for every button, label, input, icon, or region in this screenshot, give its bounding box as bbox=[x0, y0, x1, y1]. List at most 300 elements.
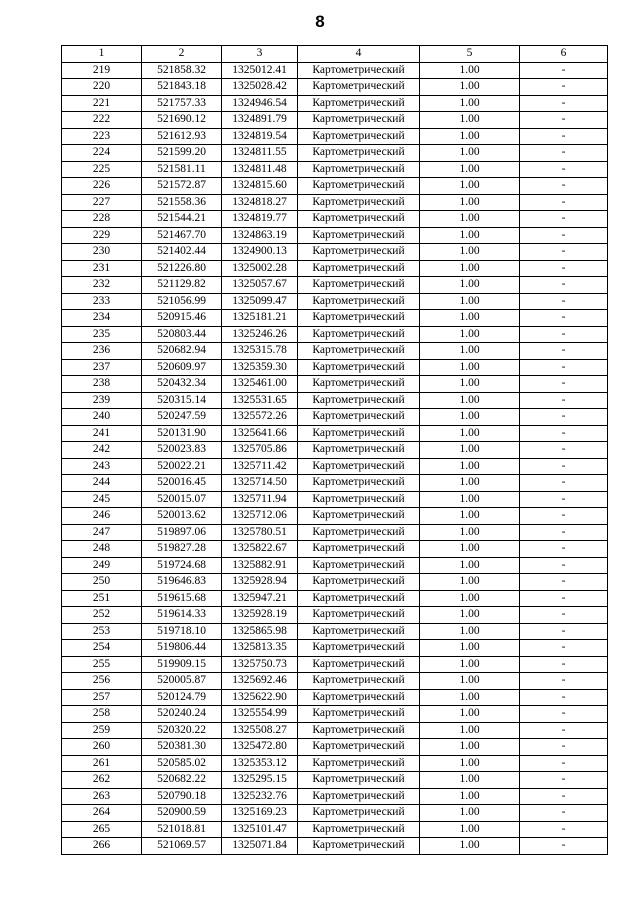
x-coordinate-cell: 520022.21 bbox=[142, 458, 222, 475]
method-cell: Картометрический bbox=[298, 805, 420, 822]
accuracy-cell: 1.00 bbox=[420, 227, 520, 244]
point-number-cell: 241 bbox=[62, 425, 142, 442]
note-cell: - bbox=[520, 755, 608, 772]
y-coordinate-cell: 1325705.86 bbox=[222, 442, 298, 459]
table-row bbox=[62, 574, 608, 591]
note-cell: - bbox=[520, 541, 608, 558]
note-cell: - bbox=[520, 838, 608, 855]
accuracy-cell: 1.00 bbox=[420, 673, 520, 690]
point-number-cell: 222 bbox=[62, 112, 142, 129]
column-header: 5 bbox=[420, 46, 520, 63]
accuracy-cell: 1.00 bbox=[420, 178, 520, 195]
point-number-cell: 252 bbox=[62, 607, 142, 624]
method-cell: Картометрический bbox=[298, 656, 420, 673]
note-cell: - bbox=[520, 277, 608, 294]
y-coordinate-cell: 1325099.47 bbox=[222, 293, 298, 310]
accuracy-cell: 1.00 bbox=[420, 161, 520, 178]
table-row bbox=[62, 95, 608, 112]
y-coordinate-cell: 1325181.21 bbox=[222, 310, 298, 327]
method-cell: Картометрический bbox=[298, 673, 420, 690]
x-coordinate-cell: 521843.18 bbox=[142, 79, 222, 96]
point-number-cell: 260 bbox=[62, 739, 142, 756]
note-cell: - bbox=[520, 491, 608, 508]
point-number-cell: 231 bbox=[62, 260, 142, 277]
y-coordinate-cell: 1325057.67 bbox=[222, 277, 298, 294]
point-number-cell: 262 bbox=[62, 772, 142, 789]
x-coordinate-cell: 521069.57 bbox=[142, 838, 222, 855]
method-cell: Картометрический bbox=[298, 145, 420, 162]
point-number-cell: 266 bbox=[62, 838, 142, 855]
y-coordinate-cell: 1325712.06 bbox=[222, 508, 298, 525]
note-cell: - bbox=[520, 145, 608, 162]
note-cell: - bbox=[520, 211, 608, 228]
y-coordinate-cell: 1324815.60 bbox=[222, 178, 298, 195]
method-cell: Картометрический bbox=[298, 458, 420, 475]
method-cell: Картометрический bbox=[298, 475, 420, 492]
accuracy-cell: 1.00 bbox=[420, 112, 520, 129]
accuracy-cell: 1.00 bbox=[420, 244, 520, 261]
accuracy-cell: 1.00 bbox=[420, 838, 520, 855]
table-row bbox=[62, 739, 608, 756]
y-coordinate-cell: 1325531.65 bbox=[222, 392, 298, 409]
y-coordinate-cell: 1325012.41 bbox=[222, 62, 298, 79]
accuracy-cell: 1.00 bbox=[420, 739, 520, 756]
table-row bbox=[62, 244, 608, 261]
column-header: 3 bbox=[222, 46, 298, 63]
x-coordinate-cell: 520803.44 bbox=[142, 326, 222, 343]
y-coordinate-cell: 1325071.84 bbox=[222, 838, 298, 855]
method-cell: Картометрический bbox=[298, 376, 420, 393]
x-coordinate-cell: 520915.46 bbox=[142, 310, 222, 327]
x-coordinate-cell: 521402.44 bbox=[142, 244, 222, 261]
method-cell: Картометрический bbox=[298, 161, 420, 178]
method-cell: Картометрический bbox=[298, 425, 420, 442]
table-row bbox=[62, 623, 608, 640]
accuracy-cell: 1.00 bbox=[420, 79, 520, 96]
note-cell: - bbox=[520, 524, 608, 541]
coordinates-table bbox=[61, 45, 608, 855]
method-cell: Картометрический bbox=[298, 128, 420, 145]
y-coordinate-cell: 1325472.80 bbox=[222, 739, 298, 756]
table-row bbox=[62, 392, 608, 409]
point-number-cell: 250 bbox=[62, 574, 142, 591]
note-cell: - bbox=[520, 689, 608, 706]
point-number-cell: 265 bbox=[62, 821, 142, 838]
point-number-cell: 258 bbox=[62, 706, 142, 723]
accuracy-cell: 1.00 bbox=[420, 755, 520, 772]
x-coordinate-cell: 519614.33 bbox=[142, 607, 222, 624]
x-coordinate-cell: 521581.11 bbox=[142, 161, 222, 178]
note-cell: - bbox=[520, 656, 608, 673]
accuracy-cell: 1.00 bbox=[420, 442, 520, 459]
accuracy-cell: 1.00 bbox=[420, 772, 520, 789]
note-cell: - bbox=[520, 590, 608, 607]
method-cell: Картометрический bbox=[298, 706, 420, 723]
note-cell: - bbox=[520, 607, 608, 624]
note-cell: - bbox=[520, 739, 608, 756]
accuracy-cell: 1.00 bbox=[420, 722, 520, 739]
x-coordinate-cell: 521467.70 bbox=[142, 227, 222, 244]
y-coordinate-cell: 1325508.27 bbox=[222, 722, 298, 739]
point-number-cell: 227 bbox=[62, 194, 142, 211]
point-number-cell: 228 bbox=[62, 211, 142, 228]
note-cell: - bbox=[520, 79, 608, 96]
method-cell: Картометрический bbox=[298, 623, 420, 640]
table-row bbox=[62, 425, 608, 442]
x-coordinate-cell: 521558.36 bbox=[142, 194, 222, 211]
table-row bbox=[62, 260, 608, 277]
note-cell: - bbox=[520, 293, 608, 310]
accuracy-cell: 1.00 bbox=[420, 128, 520, 145]
point-number-cell: 240 bbox=[62, 409, 142, 426]
point-number-cell: 251 bbox=[62, 590, 142, 607]
table-row bbox=[62, 145, 608, 162]
point-number-cell: 219 bbox=[62, 62, 142, 79]
accuracy-cell: 1.00 bbox=[420, 623, 520, 640]
point-number-cell: 224 bbox=[62, 145, 142, 162]
point-number-cell: 223 bbox=[62, 128, 142, 145]
table-row bbox=[62, 838, 608, 855]
y-coordinate-cell: 1325947.21 bbox=[222, 590, 298, 607]
table-row bbox=[62, 194, 608, 211]
x-coordinate-cell: 521599.20 bbox=[142, 145, 222, 162]
table-body bbox=[62, 62, 608, 854]
y-coordinate-cell: 1325641.66 bbox=[222, 425, 298, 442]
point-number-cell: 244 bbox=[62, 475, 142, 492]
note-cell: - bbox=[520, 359, 608, 376]
x-coordinate-cell: 521544.21 bbox=[142, 211, 222, 228]
method-cell: Картометрический bbox=[298, 277, 420, 294]
method-cell: Картометрический bbox=[298, 62, 420, 79]
x-coordinate-cell: 520124.79 bbox=[142, 689, 222, 706]
point-number-cell: 249 bbox=[62, 557, 142, 574]
accuracy-cell: 1.00 bbox=[420, 194, 520, 211]
point-number-cell: 230 bbox=[62, 244, 142, 261]
method-cell: Картометрический bbox=[298, 343, 420, 360]
method-cell: Картометрический bbox=[298, 541, 420, 558]
method-cell: Картометрический bbox=[298, 574, 420, 591]
y-coordinate-cell: 1325572.26 bbox=[222, 409, 298, 426]
accuracy-cell: 1.00 bbox=[420, 508, 520, 525]
note-cell: - bbox=[520, 623, 608, 640]
point-number-cell: 234 bbox=[62, 310, 142, 327]
accuracy-cell: 1.00 bbox=[420, 706, 520, 723]
note-cell: - bbox=[520, 458, 608, 475]
accuracy-cell: 1.00 bbox=[420, 343, 520, 360]
x-coordinate-cell: 520240.24 bbox=[142, 706, 222, 723]
y-coordinate-cell: 1325554.99 bbox=[222, 706, 298, 723]
accuracy-cell: 1.00 bbox=[420, 607, 520, 624]
accuracy-cell: 1.00 bbox=[420, 574, 520, 591]
point-number-cell: 246 bbox=[62, 508, 142, 525]
point-number-cell: 253 bbox=[62, 623, 142, 640]
note-cell: - bbox=[520, 706, 608, 723]
x-coordinate-cell: 520900.59 bbox=[142, 805, 222, 822]
note-cell: - bbox=[520, 409, 608, 426]
y-coordinate-cell: 1325822.67 bbox=[222, 541, 298, 558]
note-cell: - bbox=[520, 821, 608, 838]
point-number-cell: 239 bbox=[62, 392, 142, 409]
table-row bbox=[62, 112, 608, 129]
note-cell: - bbox=[520, 194, 608, 211]
table-row bbox=[62, 706, 608, 723]
x-coordinate-cell: 521757.33 bbox=[142, 95, 222, 112]
method-cell: Картометрический bbox=[298, 392, 420, 409]
accuracy-cell: 1.00 bbox=[420, 392, 520, 409]
x-coordinate-cell: 521690.12 bbox=[142, 112, 222, 129]
x-coordinate-cell: 521858.32 bbox=[142, 62, 222, 79]
x-coordinate-cell: 519897.06 bbox=[142, 524, 222, 541]
method-cell: Картометрический bbox=[298, 640, 420, 657]
y-coordinate-cell: 1325295.15 bbox=[222, 772, 298, 789]
method-cell: Картометрический bbox=[298, 359, 420, 376]
table-row bbox=[62, 227, 608, 244]
note-cell: - bbox=[520, 574, 608, 591]
y-coordinate-cell: 1325246.26 bbox=[222, 326, 298, 343]
table-row bbox=[62, 557, 608, 574]
method-cell: Картометрический bbox=[298, 838, 420, 855]
note-cell: - bbox=[520, 260, 608, 277]
x-coordinate-cell: 521612.93 bbox=[142, 128, 222, 145]
table-row bbox=[62, 458, 608, 475]
column-header: 6 bbox=[520, 46, 608, 63]
y-coordinate-cell: 1325711.42 bbox=[222, 458, 298, 475]
point-number-cell: 254 bbox=[62, 640, 142, 657]
accuracy-cell: 1.00 bbox=[420, 211, 520, 228]
x-coordinate-cell: 521572.87 bbox=[142, 178, 222, 195]
accuracy-cell: 1.00 bbox=[420, 359, 520, 376]
note-cell: - bbox=[520, 640, 608, 657]
accuracy-cell: 1.00 bbox=[420, 640, 520, 657]
note-cell: - bbox=[520, 392, 608, 409]
note-cell: - bbox=[520, 128, 608, 145]
point-number-cell: 235 bbox=[62, 326, 142, 343]
table-row bbox=[62, 541, 608, 558]
y-coordinate-cell: 1325359.30 bbox=[222, 359, 298, 376]
x-coordinate-cell: 521018.81 bbox=[142, 821, 222, 838]
y-coordinate-cell: 1325928.94 bbox=[222, 574, 298, 591]
accuracy-cell: 1.00 bbox=[420, 62, 520, 79]
y-coordinate-cell: 1324811.48 bbox=[222, 161, 298, 178]
accuracy-cell: 1.00 bbox=[420, 277, 520, 294]
point-number-cell: 263 bbox=[62, 788, 142, 805]
x-coordinate-cell: 521056.99 bbox=[142, 293, 222, 310]
table-row bbox=[62, 62, 608, 79]
note-cell: - bbox=[520, 788, 608, 805]
column-header: 2 bbox=[142, 46, 222, 63]
y-coordinate-cell: 1325232.76 bbox=[222, 788, 298, 805]
method-cell: Картометрический bbox=[298, 557, 420, 574]
table-header-row bbox=[62, 46, 608, 63]
method-cell: Картометрический bbox=[298, 178, 420, 195]
method-cell: Картометрический bbox=[298, 227, 420, 244]
table-row bbox=[62, 656, 608, 673]
x-coordinate-cell: 520247.59 bbox=[142, 409, 222, 426]
accuracy-cell: 1.00 bbox=[420, 557, 520, 574]
y-coordinate-cell: 1325928.19 bbox=[222, 607, 298, 624]
accuracy-cell: 1.00 bbox=[420, 475, 520, 492]
note-cell: - bbox=[520, 442, 608, 459]
accuracy-cell: 1.00 bbox=[420, 491, 520, 508]
accuracy-cell: 1.00 bbox=[420, 95, 520, 112]
y-coordinate-cell: 1325813.35 bbox=[222, 640, 298, 657]
x-coordinate-cell: 520131.90 bbox=[142, 425, 222, 442]
x-coordinate-cell: 520016.45 bbox=[142, 475, 222, 492]
accuracy-cell: 1.00 bbox=[420, 310, 520, 327]
table-row bbox=[62, 326, 608, 343]
note-cell: - bbox=[520, 95, 608, 112]
y-coordinate-cell: 1325461.00 bbox=[222, 376, 298, 393]
method-cell: Картометрический bbox=[298, 772, 420, 789]
x-coordinate-cell: 520381.30 bbox=[142, 739, 222, 756]
y-coordinate-cell: 1325692.46 bbox=[222, 673, 298, 690]
column-header: 4 bbox=[298, 46, 420, 63]
method-cell: Картометрический bbox=[298, 739, 420, 756]
table-row bbox=[62, 788, 608, 805]
y-coordinate-cell: 1325353.12 bbox=[222, 755, 298, 772]
table-row bbox=[62, 277, 608, 294]
point-number-cell: 242 bbox=[62, 442, 142, 459]
method-cell: Картометрический bbox=[298, 194, 420, 211]
point-number-cell: 248 bbox=[62, 541, 142, 558]
accuracy-cell: 1.00 bbox=[420, 425, 520, 442]
point-number-cell: 232 bbox=[62, 277, 142, 294]
method-cell: Картометрический bbox=[298, 79, 420, 96]
accuracy-cell: 1.00 bbox=[420, 145, 520, 162]
x-coordinate-cell: 519646.83 bbox=[142, 574, 222, 591]
point-number-cell: 237 bbox=[62, 359, 142, 376]
accuracy-cell: 1.00 bbox=[420, 293, 520, 310]
x-coordinate-cell: 520320.22 bbox=[142, 722, 222, 739]
x-coordinate-cell: 520023.83 bbox=[142, 442, 222, 459]
x-coordinate-cell: 519806.44 bbox=[142, 640, 222, 657]
accuracy-cell: 1.00 bbox=[420, 656, 520, 673]
accuracy-cell: 1.00 bbox=[420, 805, 520, 822]
table-row bbox=[62, 128, 608, 145]
x-coordinate-cell: 520682.22 bbox=[142, 772, 222, 789]
table-row bbox=[62, 722, 608, 739]
accuracy-cell: 1.00 bbox=[420, 524, 520, 541]
accuracy-cell: 1.00 bbox=[420, 788, 520, 805]
y-coordinate-cell: 1324900.13 bbox=[222, 244, 298, 261]
y-coordinate-cell: 1325865.98 bbox=[222, 623, 298, 640]
x-coordinate-cell: 520015.07 bbox=[142, 491, 222, 508]
accuracy-cell: 1.00 bbox=[420, 409, 520, 426]
note-cell: - bbox=[520, 376, 608, 393]
x-coordinate-cell: 519827.28 bbox=[142, 541, 222, 558]
accuracy-cell: 1.00 bbox=[420, 326, 520, 343]
point-number-cell: 264 bbox=[62, 805, 142, 822]
note-cell: - bbox=[520, 161, 608, 178]
method-cell: Картометрический bbox=[298, 722, 420, 739]
point-number-cell: 256 bbox=[62, 673, 142, 690]
table-row bbox=[62, 755, 608, 772]
x-coordinate-cell: 521226.80 bbox=[142, 260, 222, 277]
point-number-cell: 238 bbox=[62, 376, 142, 393]
table-row bbox=[62, 161, 608, 178]
y-coordinate-cell: 1324946.54 bbox=[222, 95, 298, 112]
method-cell: Картометрический bbox=[298, 260, 420, 277]
point-number-cell: 255 bbox=[62, 656, 142, 673]
table-row bbox=[62, 590, 608, 607]
method-cell: Картометрический bbox=[298, 244, 420, 261]
y-coordinate-cell: 1325169.23 bbox=[222, 805, 298, 822]
table-row bbox=[62, 673, 608, 690]
y-coordinate-cell: 1324863.19 bbox=[222, 227, 298, 244]
method-cell: Картометрический bbox=[298, 491, 420, 508]
accuracy-cell: 1.00 bbox=[420, 458, 520, 475]
table-row bbox=[62, 409, 608, 426]
x-coordinate-cell: 519909.15 bbox=[142, 656, 222, 673]
point-number-cell: 225 bbox=[62, 161, 142, 178]
method-cell: Картометрический bbox=[298, 607, 420, 624]
note-cell: - bbox=[520, 772, 608, 789]
table-row bbox=[62, 689, 608, 706]
x-coordinate-cell: 520315.14 bbox=[142, 392, 222, 409]
point-number-cell: 243 bbox=[62, 458, 142, 475]
table-row bbox=[62, 310, 608, 327]
note-cell: - bbox=[520, 244, 608, 261]
note-cell: - bbox=[520, 62, 608, 79]
table-row bbox=[62, 293, 608, 310]
y-coordinate-cell: 1324811.55 bbox=[222, 145, 298, 162]
y-coordinate-cell: 1325002.28 bbox=[222, 260, 298, 277]
point-number-cell: 236 bbox=[62, 343, 142, 360]
y-coordinate-cell: 1325711.94 bbox=[222, 491, 298, 508]
x-coordinate-cell: 519718.10 bbox=[142, 623, 222, 640]
x-coordinate-cell: 520682.94 bbox=[142, 343, 222, 360]
accuracy-cell: 1.00 bbox=[420, 689, 520, 706]
table-row bbox=[62, 772, 608, 789]
x-coordinate-cell: 520790.18 bbox=[142, 788, 222, 805]
method-cell: Картометрический bbox=[298, 788, 420, 805]
x-coordinate-cell: 519724.68 bbox=[142, 557, 222, 574]
table-row bbox=[62, 359, 608, 376]
x-coordinate-cell: 519615.68 bbox=[142, 590, 222, 607]
page-number: 8 bbox=[315, 12, 325, 31]
note-cell: - bbox=[520, 227, 608, 244]
y-coordinate-cell: 1324891.79 bbox=[222, 112, 298, 129]
method-cell: Картометрический bbox=[298, 95, 420, 112]
y-coordinate-cell: 1325101.47 bbox=[222, 821, 298, 838]
method-cell: Картометрический bbox=[298, 821, 420, 838]
point-number-cell: 261 bbox=[62, 755, 142, 772]
note-cell: - bbox=[520, 326, 608, 343]
method-cell: Картометрический bbox=[298, 310, 420, 327]
accuracy-cell: 1.00 bbox=[420, 260, 520, 277]
point-number-cell: 220 bbox=[62, 79, 142, 96]
method-cell: Картометрический bbox=[298, 442, 420, 459]
y-coordinate-cell: 1325750.73 bbox=[222, 656, 298, 673]
accuracy-cell: 1.00 bbox=[420, 376, 520, 393]
table-row bbox=[62, 178, 608, 195]
x-coordinate-cell: 520585.02 bbox=[142, 755, 222, 772]
table-row bbox=[62, 79, 608, 96]
point-number-cell: 233 bbox=[62, 293, 142, 310]
point-number-cell: 259 bbox=[62, 722, 142, 739]
method-cell: Картометрический bbox=[298, 211, 420, 228]
note-cell: - bbox=[520, 475, 608, 492]
note-cell: - bbox=[520, 722, 608, 739]
y-coordinate-cell: 1325315.78 bbox=[222, 343, 298, 360]
note-cell: - bbox=[520, 805, 608, 822]
note-cell: - bbox=[520, 343, 608, 360]
y-coordinate-cell: 1325780.51 bbox=[222, 524, 298, 541]
method-cell: Картометрический bbox=[298, 508, 420, 525]
table-row bbox=[62, 211, 608, 228]
accuracy-cell: 1.00 bbox=[420, 821, 520, 838]
note-cell: - bbox=[520, 178, 608, 195]
